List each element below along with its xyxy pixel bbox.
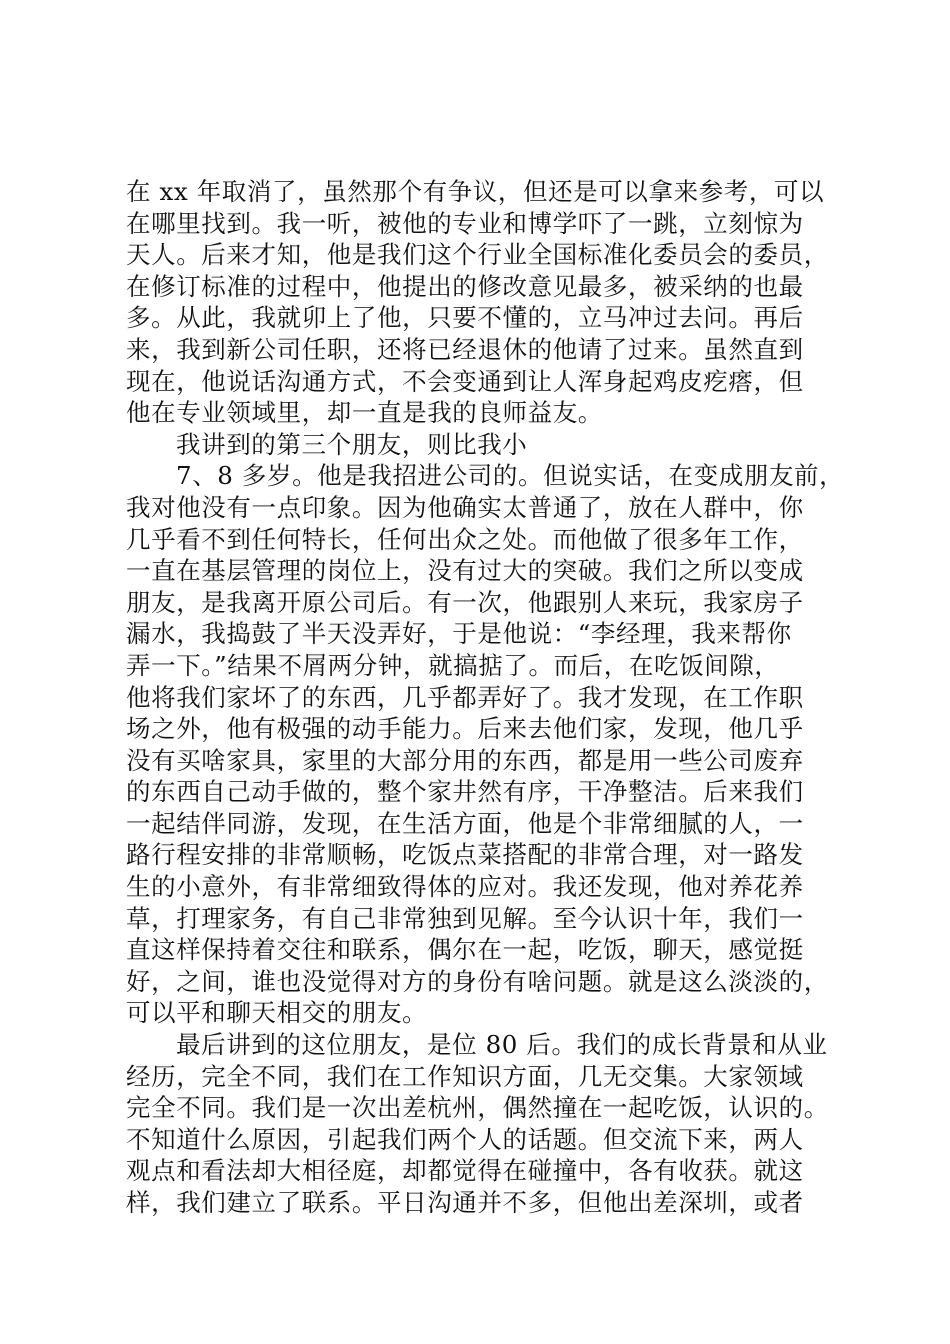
- text-line: 弄一下。”结果不屑两分钟，就搞掂了。而后，在吃饭间隙，: [126, 650, 780, 680]
- body-text: [126, 176, 846, 1219]
- text-line: 路行程安排的非常顺畅，吃饭点菜搭配的非常合理，对一路发: [126, 840, 804, 870]
- text-line: 不知道什么原因，引起我们两个人的话题。但交流下来，两人: [126, 1124, 804, 1154]
- text-line: 观点和看法却大相径庭，却都觉得在碰撞中，各有收获。就这: [126, 1156, 804, 1186]
- text-line: 他将我们家坏了的东西，几乎都弄好了。我才发现，在工作职: [126, 682, 804, 712]
- text-line: 多。从此，我就卯上了他，只要不懂的，立马冲过去问。再后: [126, 303, 804, 333]
- text-line: 7、8 多岁。他是我招进公司的。但说实话，在变成朋友前，: [176, 461, 845, 491]
- text-line: 漏水，我捣鼓了半天没弄好，于是他说：“李经理，我来帮你: [126, 619, 792, 649]
- text-line: 天人。后来才知，他是我们这个行业全国标准化委员会的委员，: [126, 240, 829, 270]
- text-line: 在哪里找到。我一听，被他的专业和博学吓了一跳，立刻惊为: [126, 208, 804, 238]
- text-line: 的东西自己动手做的，整个家井然有序，干净整洁。后来我们: [126, 777, 804, 807]
- text-line: 一起结伴同游，发现，在生活方面，他是个非常细腻的人，一: [126, 808, 804, 838]
- text-line: 直这样保持着交往和联系，偶尔在一起，吃饭，聊天，感觉挺: [126, 935, 804, 965]
- text-line: 经历，完全不同，我们在工作知识方面，几无交集。大家领域: [126, 1061, 804, 1091]
- text-line: 一直在基层管理的岗位上，没有过大的突破。我们之所以变成: [126, 556, 804, 586]
- text-line: 完全不同。我们是一次出差杭州，偶然撞在一起吃饭，认识的。: [126, 1093, 829, 1123]
- text-line: 在修订标准的过程中，他提出的修改意见最多，被采纳的也最: [126, 271, 804, 301]
- text-line: 几乎看不到任何特长，任何出众之处。而他做了很多年工作，: [126, 524, 804, 554]
- text-line: 没有买啥家具，家里的大部分用的东西，都是用一些公司废弃: [126, 745, 804, 775]
- text-line: 现在，他说话沟通方式，不会变通到让人浑身起鸡皮疙瘩，但: [126, 366, 804, 396]
- text-line: 我讲到的第三个朋友，则比我小: [176, 429, 528, 459]
- text-line: 来，我到新公司任职，还将已经退休的他请了过来。虽然直到: [126, 334, 804, 364]
- text-line: 生的小意外，有非常细致得体的应对。我还发现，他对养花养: [126, 872, 804, 902]
- text-line: 在 xx 年取消了，虽然那个有争议，但还是可以拿来参考，可以: [126, 177, 825, 206]
- text-line: 朋友，是我离开原公司后。有一次，他跟别人来玩，我家房子: [126, 587, 804, 617]
- text-line: 好，之间，谁也没觉得对方的身份有啥问题。就是这么淡淡的，: [126, 966, 829, 996]
- text-line: 场之外，他有极强的动手能力。后来去他们家，发现，他几乎: [126, 714, 804, 744]
- text-line: 样，我们建立了联系。平日沟通并不多，但他出差深圳，或者: [126, 1188, 804, 1217]
- text-line: 草，打理家务，有自己非常独到见解。至今认识十年，我们一: [126, 903, 804, 933]
- text-line: 可以平和聊天相交的朋友。: [126, 998, 428, 1028]
- text-line: 他在专业领域里，却一直是我的良师益友。: [126, 398, 603, 428]
- text-line: 我对他没有一点印象。因为他确实太普通了，放在人群中，你: [126, 492, 804, 522]
- text-line: 最后讲到的这位朋友，是位 80 后。我们的成长背景和从业: [176, 1030, 828, 1060]
